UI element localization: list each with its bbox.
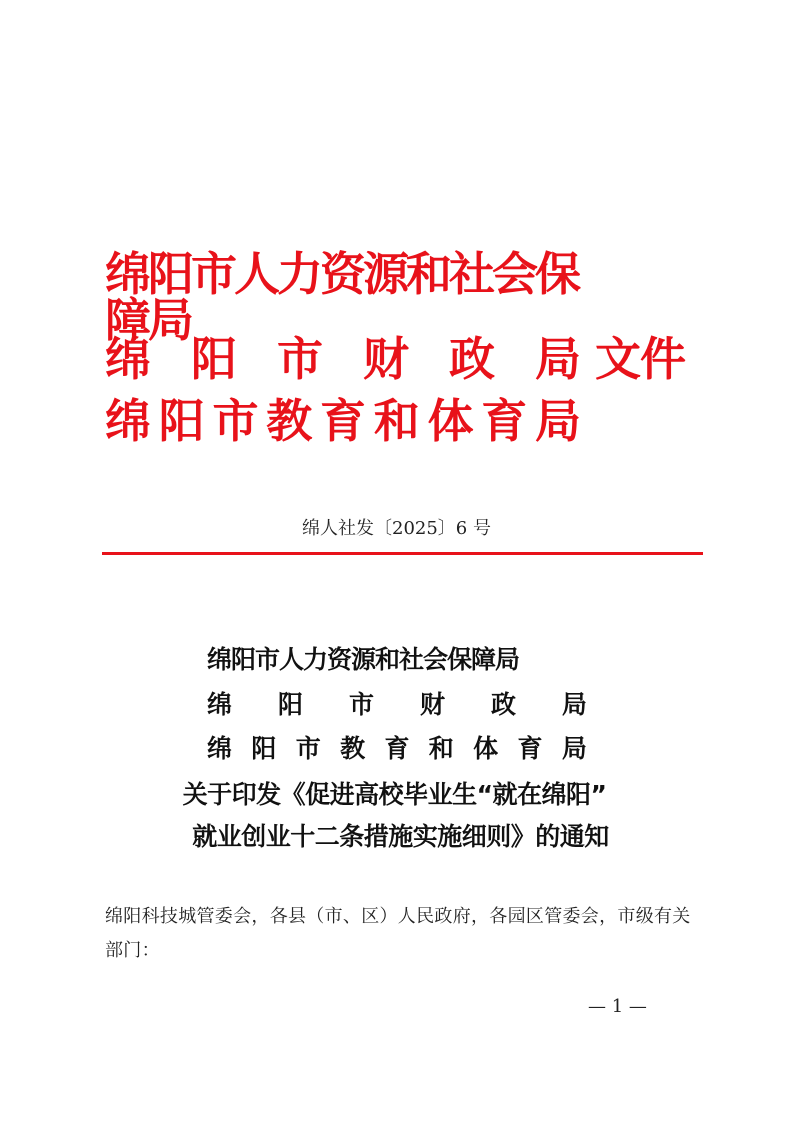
- title-line-2: 就业创业十二条措施实施细则》的通知: [192, 822, 609, 851]
- header-char: 财: [363, 332, 409, 386]
- header-char: 和: [373, 394, 420, 448]
- title-char: 教: [340, 734, 366, 763]
- title-issuer-education: [207, 727, 587, 767]
- header-issuer-hrss-text: 绵阳市人力资源和社会保障局: [105, 247, 578, 347]
- title-char: 局: [561, 690, 587, 719]
- title-char: 绵: [207, 734, 233, 763]
- title-issuer-finance: [207, 683, 587, 723]
- header-char: 阳: [191, 332, 237, 386]
- header-char: 绵: [105, 332, 151, 386]
- header-char: 市: [277, 332, 323, 386]
- title-char: 市: [348, 690, 374, 719]
- title-char: 体: [473, 734, 499, 763]
- title-char: 市: [295, 734, 321, 763]
- header-char: 育: [481, 394, 528, 448]
- title-char: 和: [428, 734, 454, 763]
- title-char: 育: [517, 734, 543, 763]
- title-char: 阳: [277, 690, 303, 719]
- header-document-word: 文件: [595, 332, 685, 386]
- header-char: 市: [212, 394, 259, 448]
- header-char: 体: [427, 394, 474, 448]
- header-char: 育: [320, 394, 366, 448]
- header-issuer-education: [105, 392, 581, 450]
- title-char: 财: [419, 690, 445, 719]
- header-issuer-finance: [105, 330, 581, 388]
- title-char: 政: [490, 690, 516, 719]
- title-issuer-hrss-text: 绵阳市人力资源和社会保障局: [207, 645, 520, 674]
- title-issuer-hrss: [207, 638, 587, 678]
- title-char: 育: [384, 734, 410, 763]
- document-number: 绵人社发〔2025〕6 号: [302, 518, 491, 539]
- title-char: 绵: [207, 690, 233, 719]
- header-char: 政: [449, 332, 495, 386]
- red-header: [105, 247, 705, 448]
- header-char: 教: [266, 394, 313, 448]
- header-issuer-hrss: [105, 247, 581, 347]
- title-char: 局: [561, 734, 587, 763]
- red-divider-line: [102, 552, 703, 555]
- title-char: 阳: [251, 734, 277, 763]
- header-char: 局: [535, 332, 581, 386]
- header-char: 绵: [105, 394, 151, 448]
- salutation: 绵阳科技城管委会，各县（市、区）人民政府，各园区管委会，市级有关部门：: [105, 906, 691, 961]
- title-line-1: 关于印发《促进高校毕业生“就在绵阳”: [182, 780, 607, 809]
- header-char: 阳: [158, 394, 205, 448]
- page-number: — 1 —: [588, 996, 647, 1017]
- header-char: 局: [535, 394, 581, 448]
